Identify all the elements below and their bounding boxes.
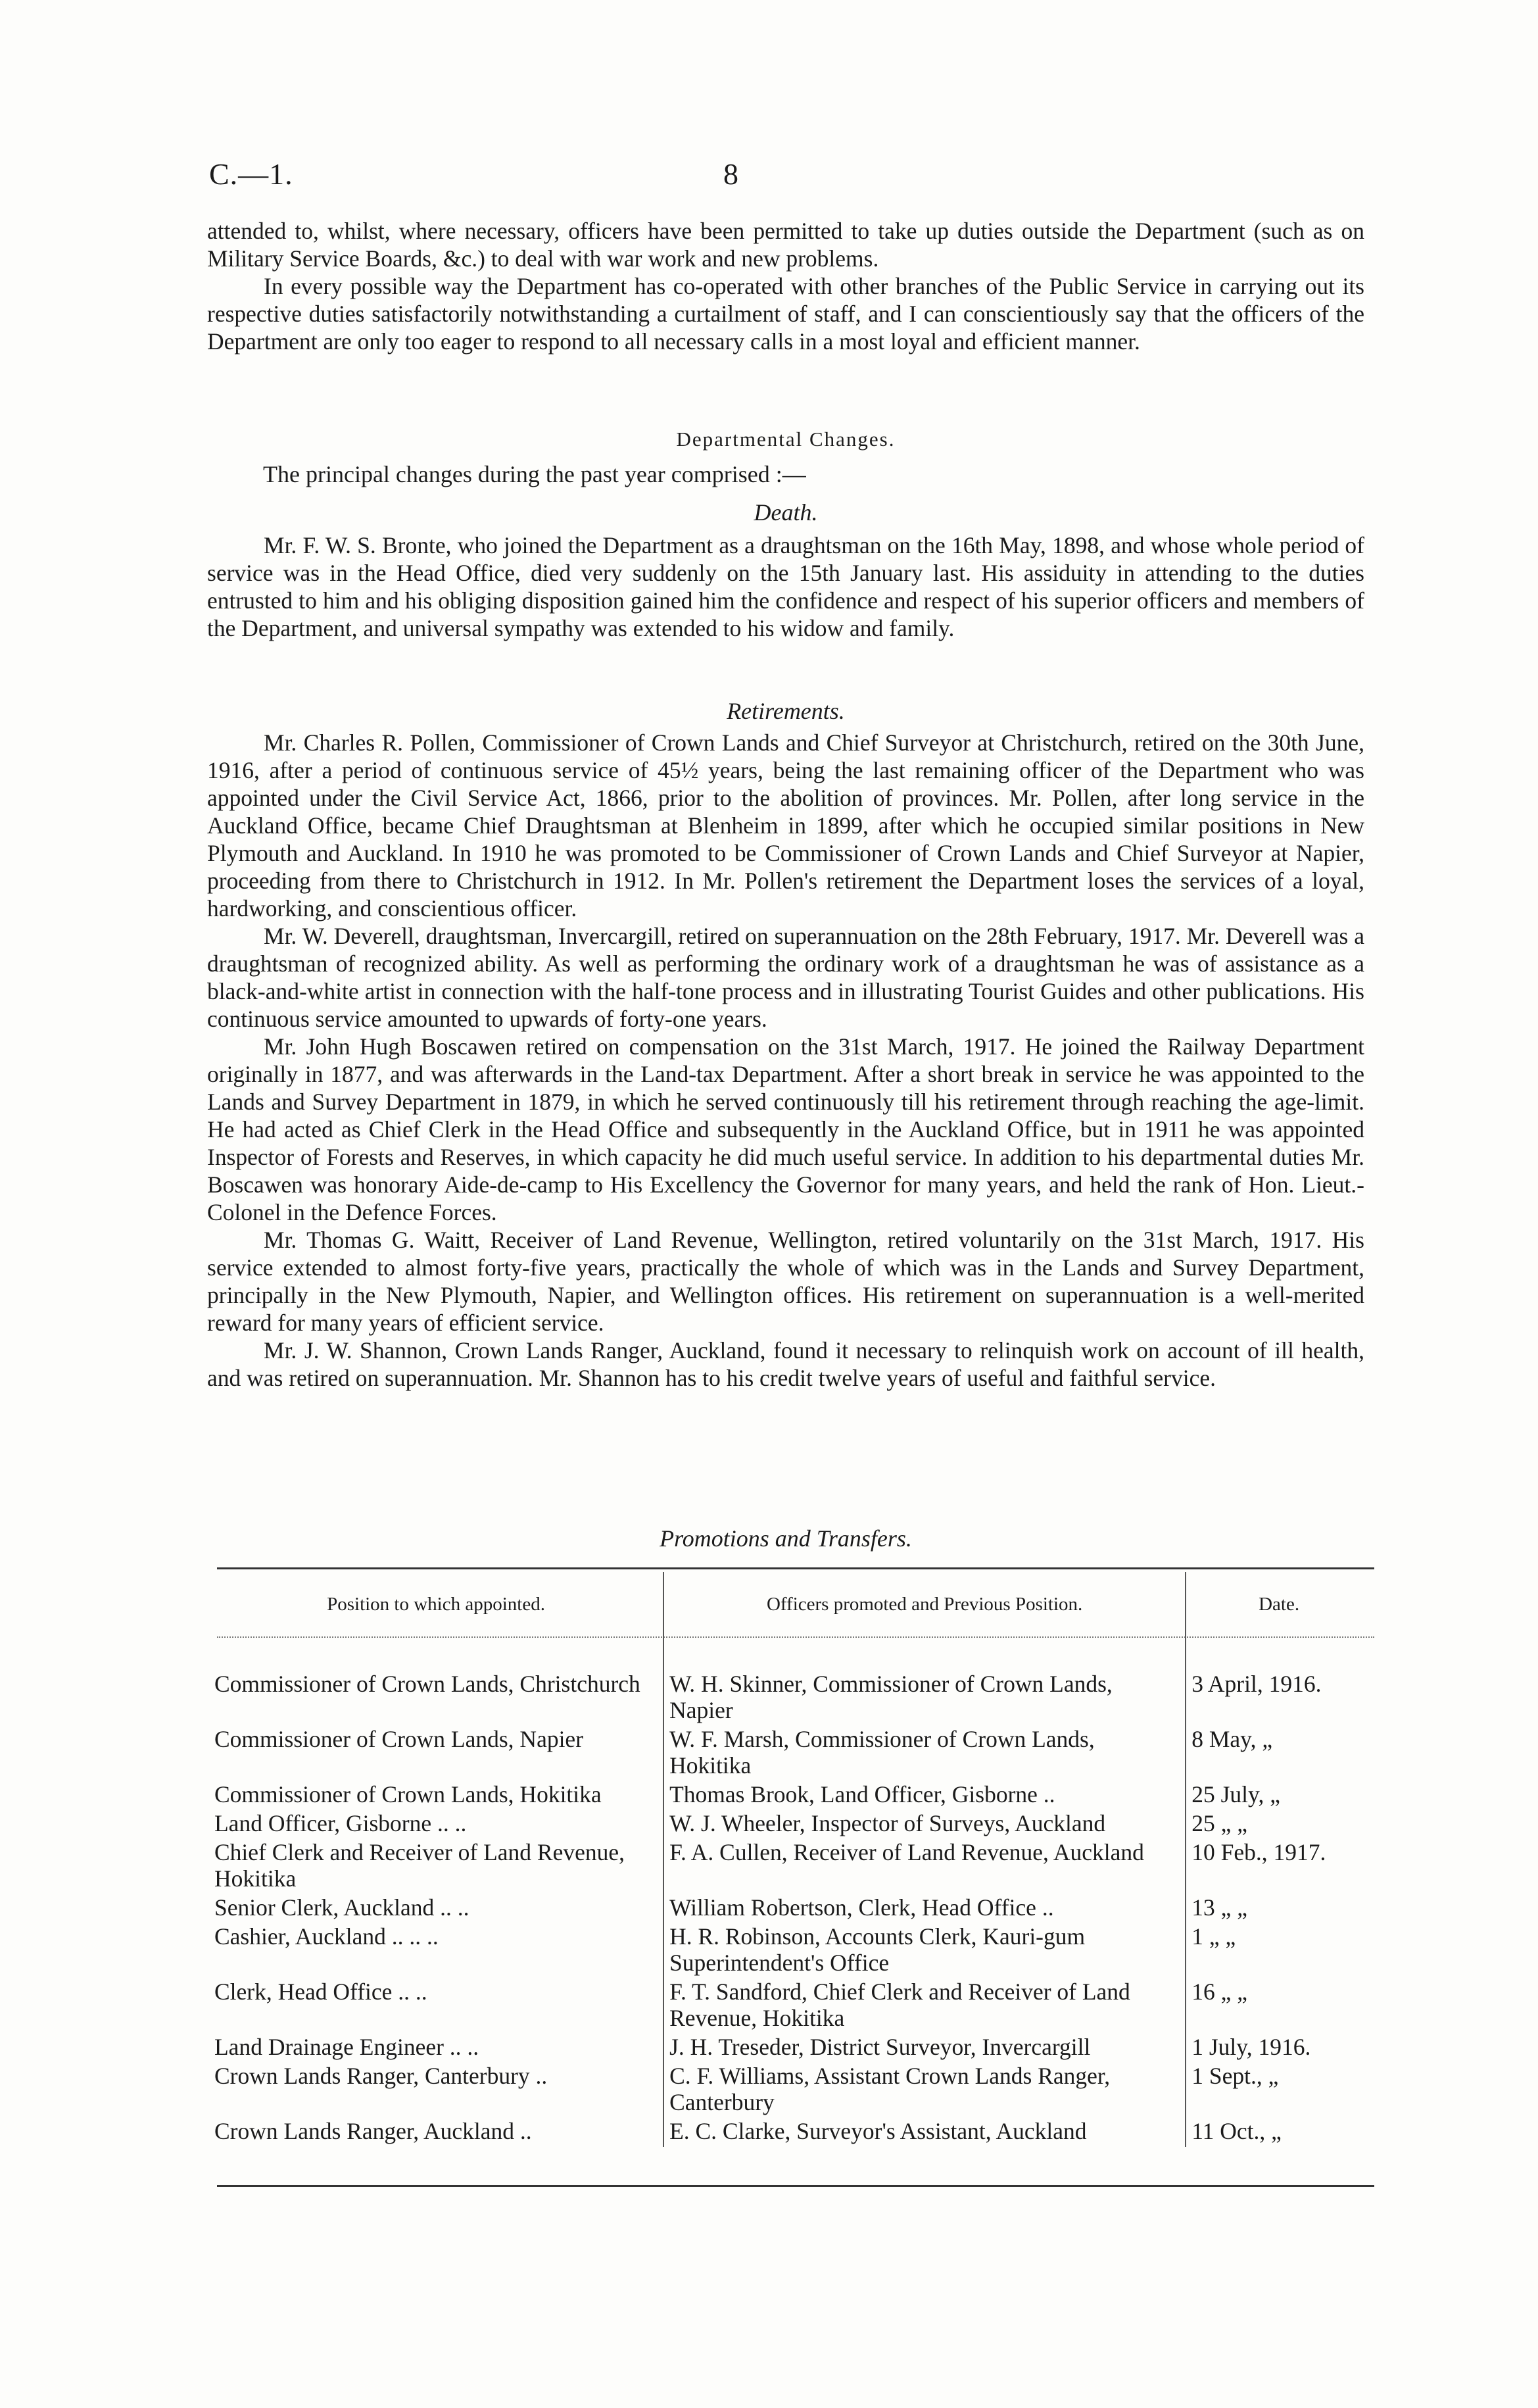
retirement-paragraph: Mr. J. W. Shannon, Crown Lands Ranger, Auckland, found it necessary to relinquish work on account of ill health, and was retired on superannuation. Mr. Shannon has to his credit twelve years of useful and faithful service. — [207, 1337, 1364, 1391]
cell-officer: W. H. Skinner, Commissioner of Crown Lands, Napier — [663, 1671, 1186, 1726]
cell-date: 25 „ „ — [1191, 1810, 1247, 1836]
cell-date: 25 July, „ — [1191, 1781, 1280, 1807]
cell-date: 10 Feb., 1917. — [1191, 1839, 1326, 1865]
column-header-date: Date. — [1259, 1594, 1300, 1615]
retirement-paragraph: Mr. W. Deverell, draughtsman, Invercargill, retired on superannuation on the 28th February, 1917. Mr. Deverell was a draughtsman of recognized ability. As well as performing the ordinary work of a draughtsman he was of assistance as a black-and-white artist in connection with the half-tone process and in illustrating Tourist Guides and other publications. His continuous service amounted to upwards of forty-one years. — [207, 923, 1364, 1032]
subheading-promotions: Promotions and Transfers. — [660, 1525, 912, 1552]
cell-officer: H. R. Robinson, Accounts Clerk, Kauri-gum Superintendent's Office — [663, 1923, 1186, 1978]
retirement-paragraph: Mr. Thomas G. Waitt, Receiver of Land Revenue, Wellington, retired voluntarily on the 31st March, 1917. His service extended to almost forty-five years, practically the whole of which was in the Lands and Survey Department, principally in the New Plymouth, Napier, and Wellington offices. His retirement on superannuation is a well-merited reward for many years of efficient service. — [207, 1227, 1364, 1336]
table-row — [209, 1781, 1372, 1810]
retirements-section — [207, 729, 1364, 1392]
table-row — [209, 2034, 1372, 2063]
table-row — [209, 1923, 1372, 1978]
death-section — [207, 531, 1364, 642]
cell-officer: W. F. Marsh, Commissioner of Crown Lands, Hokitika — [663, 1726, 1186, 1781]
cell-officer: F. T. Sandford, Chief Clerk and Receiver of Land Revenue, Hokitika — [663, 1978, 1186, 2034]
cell-position: Crown Lands Ranger, Canterbury .. — [214, 2063, 548, 2089]
retirement-paragraph: Mr. Charles R. Pollen, Commissioner of Crown Lands and Chief Surveyor at Christchurch, retired on the 30th June, 1916, after a period of continuous service of 45½ years, being the last remaining officer of the Department who was appointed under the Civil Service Act, 1866, prior to the abolition of provinces. Mr. Pollen, after long service in the Auckland Office, became Chief Draughtsman at Blenheim in 1899, after which he occupied similar positions in New Plymouth and Auckland. In 1910 he was promoted to be Commissioner of Crown Lands and Chief Surveyor at Napier, proceeding from there to Christchurch in 1912. In Mr. Pollen's retirement the Department loses the services of a loyal, hardworking, and conscientious officer. — [207, 729, 1364, 921]
cell-position: Land Officer, Gisborne .. .. — [214, 1810, 467, 1836]
subheading-death: Death. — [754, 499, 818, 526]
cell-position: Commissioner of Crown Lands, Hokitika — [214, 1781, 602, 1807]
cell-date: 8 May, „ — [1191, 1726, 1273, 1752]
cell-officer: William Robertson, Clerk, Head Office .. — [663, 1894, 1186, 1923]
cell-officer: W. J. Wheeler, Inspector of Surveys, Auckland — [663, 1810, 1186, 1839]
cell-date: 1 July, 1916. — [1191, 2034, 1311, 2060]
table-row — [209, 1839, 1372, 1894]
cell-date: 13 „ „ — [1191, 1894, 1247, 1921]
cell-officer: F. A. Cullen, Receiver of Land Revenue, Auckland — [663, 1839, 1186, 1894]
cell-position: Crown Lands Ranger, Auckland .. — [214, 2118, 532, 2144]
table-row — [209, 1978, 1372, 2034]
cell-officer: E. C. Clarke, Surveyor's Assistant, Auckland — [663, 2118, 1186, 2147]
cell-date: 1 „ „ — [1191, 1923, 1236, 1950]
intro-paragraph: attended to, whilst, where necessary, officers have been permitted to take up duties outside the Department (such as on Military Service Boards, &c.) to deal with war work and new problems. — [207, 218, 1364, 272]
table-header-row — [209, 1572, 1372, 1636]
column-header-position: Position to which appointed. — [327, 1594, 545, 1615]
subheading-retirements: Retirements. — [727, 698, 845, 724]
cell-position: Commissioner of Crown Lands, Christchurch — [214, 1671, 640, 1697]
table-row — [209, 1894, 1372, 1923]
cell-date: 16 „ „ — [1191, 1978, 1247, 2005]
table-row — [209, 2118, 1372, 2147]
changes-lead: The principal changes during the past year comprised :— — [263, 461, 806, 487]
table-spacer-row — [209, 1636, 1372, 1671]
cell-position: Senior Clerk, Auckland .. .. — [214, 1894, 469, 1921]
cell-position: Chief Clerk and Receiver of Land Revenue, Hokitika — [214, 1839, 625, 1892]
cell-date: 11 Oct., „ — [1191, 2118, 1282, 2144]
intro-section — [207, 217, 1364, 355]
cell-officer: J. H. Treseder, District Surveyor, Invercargill — [663, 2034, 1186, 2063]
cell-date: 1 Sept., „ — [1191, 2063, 1279, 2089]
section-heading-departmental-changes: Departmental Changes. — [676, 428, 896, 451]
table-bottom-rule — [217, 2185, 1374, 2187]
cell-position: Commissioner of Crown Lands, Napier — [214, 1726, 584, 1752]
table-row — [209, 1726, 1372, 1781]
promotions-table — [209, 1572, 1372, 2147]
cell-officer: C. F. Williams, Assistant Crown Lands Ranger, Canterbury — [663, 2063, 1186, 2118]
table-top-rule — [217, 1567, 1374, 1569]
cell-position: Clerk, Head Office .. .. — [214, 1978, 427, 2005]
death-paragraph: Mr. F. W. S. Bronte, who joined the Department as a draughtsman on the 16th May, 1898, and whose whole period of service was in the Head Office, died very suddenly on the 15th January last. His assiduity in attending to the duties entrusted to him and his obliging disposition gained him the confidence and respect of his superior officers and members of the Department, and universal sympathy was extended to his widow and family. — [207, 532, 1364, 641]
cell-position: Cashier, Auckland .. .. .. — [214, 1923, 439, 1950]
column-header-officer: Officers promoted and Previous Position. — [663, 1572, 1186, 1636]
cell-date: 3 April, 1916. — [1191, 1671, 1322, 1697]
cell-officer: Thomas Brook, Land Officer, Gisborne .. — [663, 1781, 1186, 1810]
table-row — [209, 1671, 1372, 1726]
intro-paragraph: In every possible way the Department has co-operated with other branches of the Public Service in carrying out its respective duties satisfactorily notwithstanding a curtailment of staff, and I can conscientiously say that the officers of the Department are only too eager to respond to all necessary calls in a most loyal and efficient manner. — [207, 273, 1364, 355]
table-row — [209, 2063, 1372, 2118]
document-reference: C.—1. — [209, 157, 293, 191]
retirement-paragraph: Mr. John Hugh Boscawen retired on compensation on the 31st March, 1917. He joined the Railway Department originally in 1877, and was afterwards in the Land-tax Department. After a short break in service he was appointed to the Lands and Survey Department in 1879, in which he served continuously till his retirement through reaching the age-limit. He had acted as Chief Clerk in the Head Office and subsequently in the Auckland Office, but in 1911 he was appointed Inspector of Forests and Reserves, in which capacity he did much useful service. In addition to his departmental duties Mr. Boscawen was honorary Aide-de-camp to His Excellency the Governor for many years, and held the rank of Hon. Lieut.-Colonel in the Defence Forces. — [207, 1033, 1364, 1225]
table-row — [209, 1810, 1372, 1839]
cell-position: Land Drainage Engineer .. .. — [214, 2034, 479, 2060]
page-number: 8 — [723, 157, 738, 191]
